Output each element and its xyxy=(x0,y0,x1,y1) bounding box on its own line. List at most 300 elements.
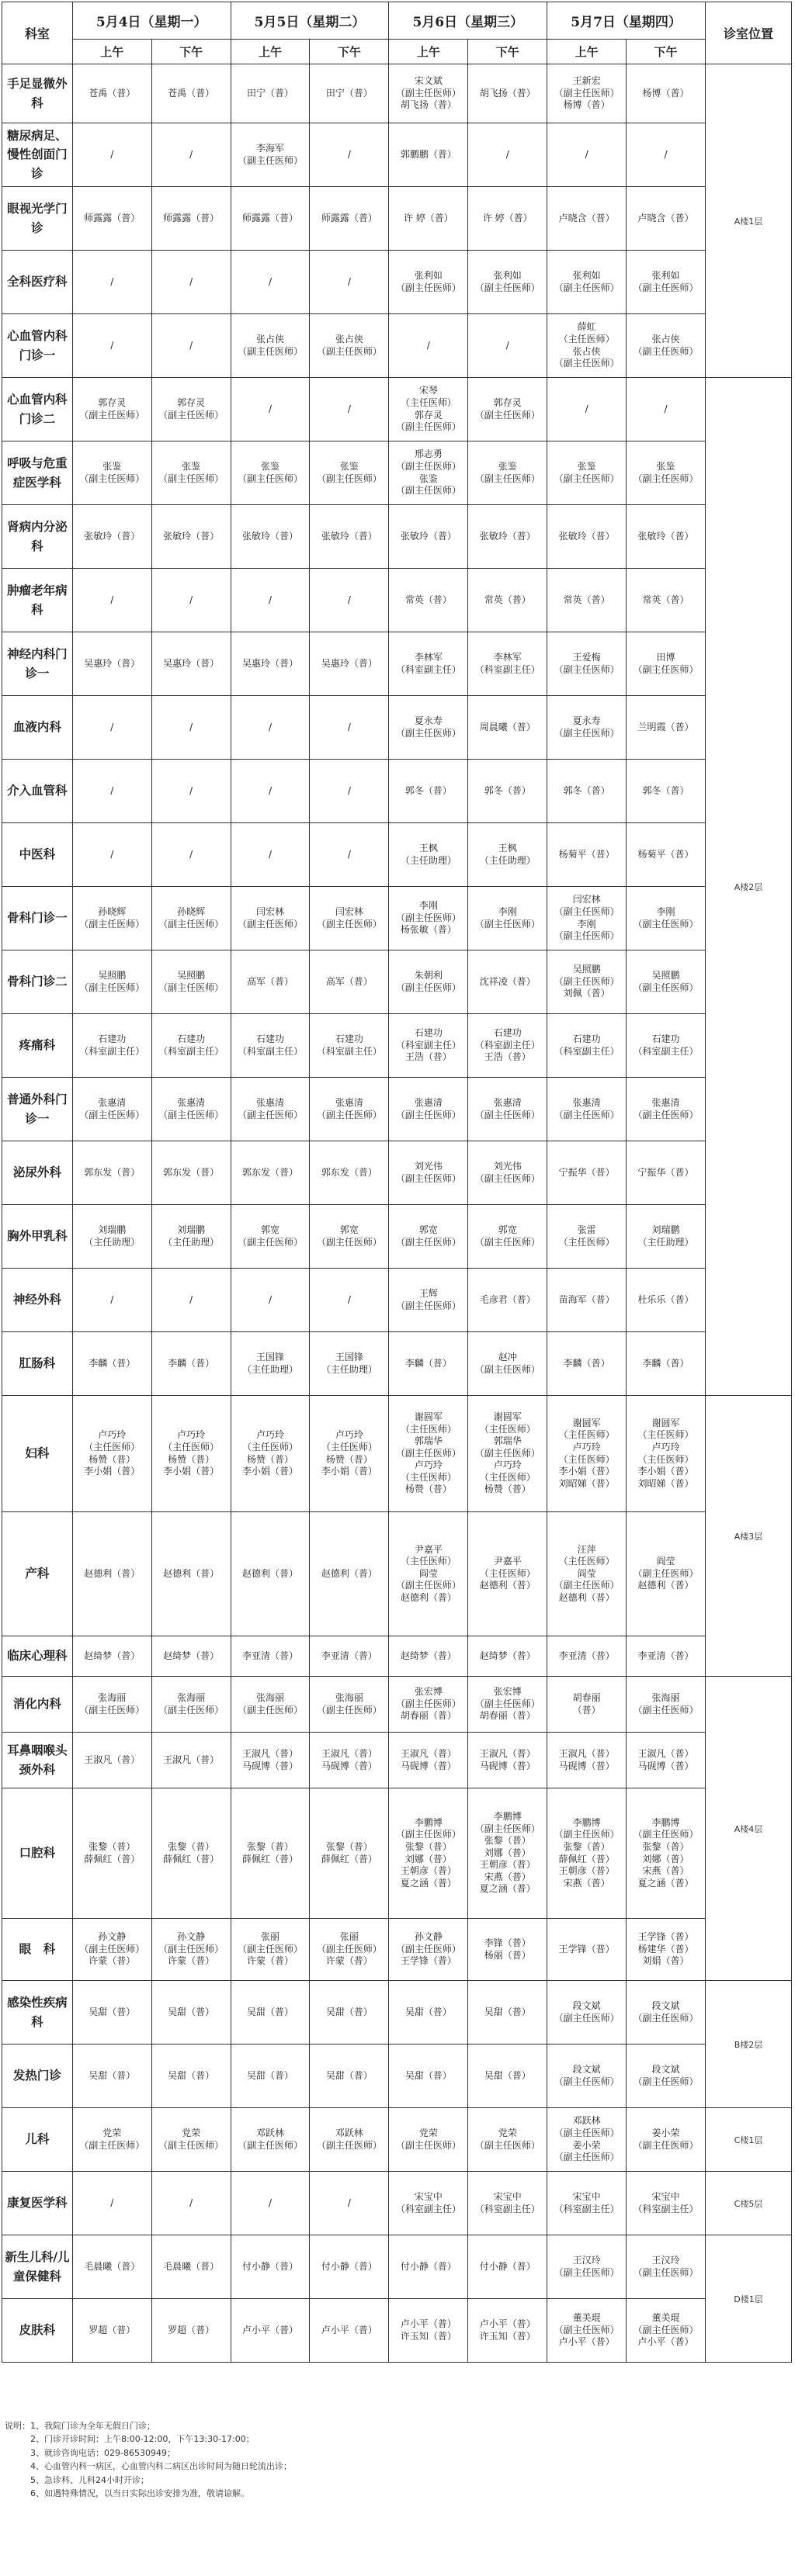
doctor-line: 王淑凡（普） xyxy=(479,1747,536,1759)
doctor-line: （主任医师） xyxy=(163,1441,220,1452)
doctor-cell xyxy=(468,1919,547,1981)
doctor-line: 党荣 xyxy=(182,2127,201,2138)
doctor-line: 王淑凡（普） xyxy=(321,1747,377,1759)
doctor-line: 赵德利（普） xyxy=(163,1567,220,1579)
doctor-line: 李刚 xyxy=(498,905,517,917)
doctor-line: （副主任医师） xyxy=(238,473,304,484)
slot-header-pm: 下午 xyxy=(627,40,706,64)
doctor-line: （科室副主任） xyxy=(554,1045,620,1057)
doctor-cell xyxy=(231,2235,310,2299)
doctor-cell xyxy=(468,251,547,314)
dept-name-cell: 血液内科 xyxy=(2,696,73,760)
doctor-cell xyxy=(547,505,627,569)
doctor-line: / xyxy=(585,403,588,414)
doctor-cell xyxy=(468,2045,547,2108)
doctor-cell xyxy=(231,1332,310,1396)
table-row xyxy=(2,314,792,378)
doctor-line: （科室副主任） xyxy=(474,2203,540,2214)
doctor-line: 王国锋 xyxy=(335,1351,363,1362)
doctor-line: （副主任医师） xyxy=(474,473,540,484)
doctor-line: / xyxy=(269,721,273,732)
doctor-cell xyxy=(547,950,627,1014)
doctor-cell xyxy=(389,760,468,823)
doctor-cell xyxy=(310,505,389,569)
doctor-line: 郭瑞华 xyxy=(493,1435,522,1447)
table-row xyxy=(2,441,792,505)
doctor-cell xyxy=(231,1269,310,1332)
doctor-line: （副主任医师） xyxy=(474,409,540,421)
doctor-cell xyxy=(468,123,547,187)
doctor-line: （主任医师） xyxy=(558,1556,615,1567)
doctor-line: （副主任医师） xyxy=(395,912,461,923)
dept-name-cell: 口腔科 xyxy=(2,1788,73,1919)
dept-name-cell: 心血管内科门诊二 xyxy=(2,378,73,441)
doctor-line: 王浩（普） xyxy=(484,1051,531,1063)
doctor-line: 张海丽 xyxy=(335,1691,363,1703)
doctor-line: 卢巧玲 xyxy=(651,1441,680,1452)
slot-header-am: 上午 xyxy=(547,40,627,64)
doctor-cell xyxy=(468,505,547,569)
doctor-line: / xyxy=(269,2197,273,2208)
doctor-cell xyxy=(310,441,389,505)
doctor-line: （主任医师） xyxy=(400,1556,457,1567)
doctor-cell xyxy=(151,64,231,123)
doctor-line: 李麟（普） xyxy=(563,1357,610,1369)
doctor-cell xyxy=(310,2172,389,2235)
doctor-cell xyxy=(72,314,151,378)
note-line: 6、如遇特殊情况，以当日实际出诊安排为准，敬请谅解。 xyxy=(5,2488,249,2498)
doctor-cell xyxy=(389,1919,468,1981)
doctor-line: （副主任医师） xyxy=(158,918,224,930)
doctor-cell xyxy=(72,950,151,1014)
doctor-line: 马砚博（普） xyxy=(479,1760,536,1771)
doctor-cell xyxy=(547,887,627,950)
doctor-line: / xyxy=(269,848,273,860)
doctor-cell xyxy=(151,1332,231,1396)
doctor-line: 毛彦君（普） xyxy=(479,1293,536,1305)
table-row xyxy=(2,1141,792,1205)
doctor-line: 张利如 xyxy=(572,269,601,281)
doctor-line: 宋燕（普） xyxy=(484,1871,531,1882)
doctor-line: （副主任医师） xyxy=(474,1172,540,1184)
day-header: 5月6日（星期三） xyxy=(389,2,547,40)
table-row xyxy=(2,1396,792,1512)
doctor-line: / xyxy=(664,403,668,414)
doctor-line: 张惠清 xyxy=(256,1096,285,1108)
doctor-line: （副主任医师） xyxy=(554,1829,620,1840)
doctor-line: 孙文静 xyxy=(414,1931,443,1943)
doctor-line: 胡春丽（普） xyxy=(400,1710,457,1722)
doctor-line: （主任医师） xyxy=(321,1441,377,1452)
doctor-line: 王辉 xyxy=(418,1287,438,1299)
doctor-line: 郭冬（普） xyxy=(563,784,610,796)
doctor-line: 石建功 xyxy=(177,1033,206,1044)
doctor-line: 王淑凡（普） xyxy=(400,1747,457,1759)
doctor-line: 苍禹（普） xyxy=(89,87,136,99)
doctor-cell xyxy=(389,187,468,251)
doctor-line: 石建功 xyxy=(414,1027,443,1039)
doctor-line: 吴甜（普） xyxy=(325,2069,373,2081)
doctor-cell xyxy=(627,1141,706,1205)
doctor-line: 孙晓辉 xyxy=(177,905,206,917)
doctor-line: 李麟（普） xyxy=(168,1357,215,1369)
doctor-line: 张海丽 xyxy=(256,1691,285,1703)
doctor-cell xyxy=(389,1078,468,1141)
doctor-cell xyxy=(627,887,706,950)
doctor-cell xyxy=(310,1078,389,1141)
doctor-line: （副主任医师） xyxy=(395,1943,461,1955)
doctor-line: 董美琨 xyxy=(651,2312,680,2324)
doctor-cell xyxy=(468,1014,547,1078)
doctor-line: 赵德利（普） xyxy=(242,1567,299,1579)
doctor-cell xyxy=(627,2235,706,2299)
doctor-line: （副主任医师） xyxy=(79,409,145,421)
doctor-line: / xyxy=(189,848,193,860)
note-line: 5、急诊科、儿科24小时开诊； xyxy=(5,2474,149,2485)
doctor-line: （副主任医师） xyxy=(554,2152,620,2163)
doctor-cell xyxy=(231,1677,310,1733)
doctor-line: （副主任医师） xyxy=(238,1109,304,1120)
doctor-line: 李麟（普） xyxy=(404,1357,452,1369)
doctor-line: 赵绮梦（普） xyxy=(163,1650,220,1661)
doctor-line: （主任助理） xyxy=(479,854,536,866)
doctor-line: （副主任医师） xyxy=(158,473,224,484)
dept-name-cell: 心血管内科门诊一 xyxy=(2,314,73,378)
doctor-cell xyxy=(310,251,389,314)
doctor-line: （主任医师） xyxy=(479,1423,536,1435)
doctor-line: 董美琨 xyxy=(572,2312,601,2324)
doctor-line: 汪萍 xyxy=(577,1543,596,1555)
doctor-cell xyxy=(547,1788,627,1919)
doctor-line: （副主任医师） xyxy=(554,663,620,675)
doctor-line: （副主任医师） xyxy=(395,1300,461,1311)
doctor-cell xyxy=(547,2235,627,2299)
doctor-cell xyxy=(627,378,706,441)
dept-name-cell: 肾病内分泌科 xyxy=(2,505,73,569)
doctor-cell xyxy=(72,2235,151,2299)
table-row xyxy=(2,887,792,950)
doctor-cell xyxy=(627,1733,706,1788)
doctor-cell xyxy=(72,1141,151,1205)
table-row xyxy=(2,1733,792,1788)
doctor-line: 李小娟（普） xyxy=(163,1466,220,1477)
dept-name-cell: 全科医疗科 xyxy=(2,251,73,314)
doctor-cell xyxy=(310,378,389,441)
doctor-line: 李亚清（普） xyxy=(321,1650,377,1661)
doctor-cell xyxy=(231,1788,310,1919)
dept-name-cell: 手足显微外科 xyxy=(2,64,73,123)
doctor-line: （副主任医师） xyxy=(395,1447,461,1459)
doctor-line: 王枫 xyxy=(498,842,517,853)
doctor-line: 高军（普） xyxy=(325,975,373,987)
doctor-line: （主任医师） xyxy=(242,1441,299,1452)
doctor-line: 张利如 xyxy=(414,269,443,281)
dept-name-cell: 感染性疾病科 xyxy=(2,1981,73,2045)
doctor-line: 李亚清（普） xyxy=(637,1650,694,1661)
doctor-line: （副主任医师） xyxy=(316,2139,382,2151)
table-row xyxy=(2,1788,792,1919)
doctor-line: 常英（普） xyxy=(642,594,689,605)
doctor-cell xyxy=(151,2045,231,2108)
doctor-line: / xyxy=(189,339,193,351)
doctor-line: 党荣 xyxy=(418,2127,438,2138)
doctor-line: （主任助理） xyxy=(400,854,457,866)
doctor-line: 许 婷（普） xyxy=(403,212,453,223)
doctor-line: 许玉知（普） xyxy=(400,2330,457,2342)
doctor-line: 杨博（普） xyxy=(563,99,610,111)
doctor-line: （副主任医师） xyxy=(395,727,461,739)
doctor-line: 卢巧玲 xyxy=(414,1459,443,1471)
doctor-cell xyxy=(547,1636,627,1677)
doctor-line: 郭冬（普） xyxy=(404,784,452,796)
location-cell: B楼2层 xyxy=(705,1981,791,2108)
doctor-cell xyxy=(231,696,310,760)
doctor-cell xyxy=(389,1205,468,1269)
doctor-cell xyxy=(72,2108,151,2172)
doctor-line: 付小静（普） xyxy=(242,2260,299,2272)
doctor-line: 赵德利（普） xyxy=(637,1580,694,1591)
doctor-line: 张占侠 xyxy=(651,333,680,345)
dept-name-cell: 介入血管科 xyxy=(2,760,73,823)
doctor-line: 刘昭娣（普） xyxy=(637,1477,694,1489)
doctor-cell xyxy=(389,2235,468,2299)
doctor-cell xyxy=(389,1396,468,1512)
doctor-cell xyxy=(310,1014,389,1078)
doctor-cell xyxy=(389,1014,468,1078)
note-line: 3、就诊咨询电话：029-86530949； xyxy=(5,2447,175,2458)
doctor-line: （副主任医师） xyxy=(554,727,620,739)
doctor-line: （副主任医师） xyxy=(554,2127,620,2138)
doctor-line: 张宏博 xyxy=(414,1686,443,1698)
doctor-line: 石建功 xyxy=(256,1033,285,1044)
dept-name-cell: 胸外甲乳科 xyxy=(2,1205,73,1269)
doctor-cell xyxy=(151,1919,231,1981)
doctor-line: （副主任医师） xyxy=(633,663,699,675)
doctor-cell xyxy=(72,378,151,441)
doctor-cell xyxy=(310,760,389,823)
doctor-line: 宁振华（普） xyxy=(558,1166,615,1178)
doctor-line: （副主任医师） xyxy=(633,918,699,930)
doctor-line: 吴甜（普） xyxy=(89,2069,136,2081)
doctor-line: 宋宝中 xyxy=(572,2190,601,2202)
doctor-line: 张惠清 xyxy=(177,1096,206,1108)
table-row xyxy=(2,823,792,887)
doctor-cell xyxy=(547,760,627,823)
doctor-cell xyxy=(231,378,310,441)
doctor-line: （科室副主任） xyxy=(474,663,540,675)
doctor-line: / xyxy=(189,1293,193,1305)
doctor-line: 李鹏博 xyxy=(414,1816,443,1828)
table-row xyxy=(2,1919,792,1981)
doctor-line: 赵德利（普） xyxy=(558,1591,615,1603)
doctor-line: 卢晓含（普） xyxy=(558,212,615,223)
doctor-line: 段文斌 xyxy=(572,2063,601,2075)
doctor-cell xyxy=(72,1014,151,1078)
doctor-cell xyxy=(627,187,706,251)
doctor-line: 郭东发（普） xyxy=(84,1166,141,1178)
doctor-line: （副主任医师） xyxy=(316,1236,382,1248)
doctor-line: 卢小平（普） xyxy=(242,2324,299,2335)
doctor-cell xyxy=(547,251,627,314)
doctor-cell xyxy=(151,696,231,760)
doctor-line: 宁振华（普） xyxy=(637,1166,694,1178)
doctor-line: 张黎（普） xyxy=(247,1840,294,1852)
doctor-line: （副主任医师） xyxy=(79,1704,145,1716)
doctor-line: 周晨曦（普） xyxy=(479,721,536,732)
doctor-cell xyxy=(72,1919,151,1981)
doctor-cell xyxy=(72,2045,151,2108)
doctor-cell xyxy=(627,823,706,887)
doctor-cell xyxy=(72,760,151,823)
doctor-line: 张利如 xyxy=(651,269,680,281)
doctor-cell xyxy=(389,1733,468,1788)
doctor-line: 许玉知（普） xyxy=(479,2330,536,2342)
doctor-cell xyxy=(468,1205,547,1269)
doctor-cell xyxy=(72,632,151,696)
doctor-line: （副主任医师） xyxy=(554,2266,620,2278)
doctor-cell xyxy=(468,2235,547,2299)
doctor-cell xyxy=(231,632,310,696)
doctor-line: 胡春丽（普） xyxy=(479,1710,536,1722)
doctor-line: 杜乐乐（普） xyxy=(637,1293,694,1305)
doctor-line: （副主任医师） xyxy=(554,473,620,484)
doctor-cell xyxy=(151,632,231,696)
doctor-cell xyxy=(627,1636,706,1677)
doctor-cell xyxy=(72,1269,151,1332)
doctor-line: 刘瑞鹏 xyxy=(177,1224,206,1235)
doctor-line: / xyxy=(505,339,509,351)
doctor-line: 张敏玲（普） xyxy=(321,530,377,542)
doctor-line: （副主任医师） xyxy=(79,918,145,930)
doctor-line: 郭宽 xyxy=(418,1224,438,1235)
doctor-line: 吴照鹏 xyxy=(98,969,127,981)
doctor-line: （副主任医师） xyxy=(79,2139,145,2151)
doctor-line: 马砚博（普） xyxy=(321,1760,377,1771)
doctor-line: / xyxy=(110,721,114,732)
doctor-line: 李林军 xyxy=(414,651,443,663)
doctor-line: 张丽 xyxy=(261,1931,280,1943)
doctor-cell xyxy=(310,887,389,950)
doctor-cell xyxy=(627,251,706,314)
doctor-line: 张海丽 xyxy=(98,1691,127,1703)
doctor-line: 孙文静 xyxy=(98,1931,127,1943)
table-row xyxy=(2,2172,792,2235)
table-row xyxy=(2,1205,792,1269)
doctor-cell xyxy=(627,950,706,1014)
doctor-line: 石建功 xyxy=(572,1033,601,1044)
doctor-line: （主任医师） xyxy=(479,1471,536,1483)
doctor-cell xyxy=(468,760,547,823)
doctor-cell xyxy=(468,696,547,760)
doctor-line: （主任助理） xyxy=(321,1363,377,1375)
doctor-cell xyxy=(627,123,706,187)
dept-name-cell: 临床心理科 xyxy=(2,1636,73,1677)
doctor-line: 王浩（普） xyxy=(404,1051,452,1063)
dept-name-cell: 妇科 xyxy=(2,1396,73,1512)
location-cell: A楼1层 xyxy=(705,64,791,378)
doctor-line: （科室副主任） xyxy=(395,2203,461,2214)
doctor-line: / xyxy=(110,148,114,160)
doctor-cell xyxy=(468,1636,547,1677)
dept-name-cell: 糖尿病足、慢性创面门诊 xyxy=(2,123,73,187)
doctor-cell xyxy=(310,950,389,1014)
doctor-line: 卢巧玲 xyxy=(335,1429,363,1441)
dept-name-cell: 儿科 xyxy=(2,2108,73,2172)
doctor-line: / xyxy=(189,721,193,732)
doctor-cell xyxy=(547,1512,627,1636)
doctor-line: 薛佩红（普） xyxy=(321,1853,377,1864)
doctor-cell xyxy=(310,696,389,760)
doctor-line: 许 婷（普） xyxy=(482,212,533,223)
doctor-cell xyxy=(627,1014,706,1078)
doctor-line: 夏之涵（普） xyxy=(479,1883,536,1895)
doctor-cell xyxy=(468,1733,547,1788)
doctor-cell xyxy=(151,2235,231,2299)
doctor-line: 张惠清 xyxy=(335,1096,363,1108)
doctor-line: （副主任医师） xyxy=(238,1704,304,1716)
doctor-line: 张黎（普） xyxy=(325,1840,373,1852)
doctor-line: 张敏玲（普） xyxy=(163,530,220,542)
doctor-line: 吴惠玲（普） xyxy=(84,657,141,669)
doctor-line: 郭存灵 xyxy=(177,396,206,408)
doctor-line: 石建功 xyxy=(98,1033,127,1044)
doctor-cell xyxy=(547,823,627,887)
doctor-line: （副主任医师） xyxy=(79,1943,145,1955)
doctor-line: 卢巧玲 xyxy=(177,1429,206,1441)
doctor-cell xyxy=(310,569,389,632)
doctor-line: （副主任医师） xyxy=(633,2266,699,2278)
doctor-line: 杨博（普） xyxy=(642,87,689,99)
doctor-cell xyxy=(151,950,231,1014)
schedule-body xyxy=(2,64,792,2363)
doctor-cell xyxy=(151,760,231,823)
doctor-line: / xyxy=(189,275,193,287)
doctor-cell xyxy=(310,187,389,251)
doctor-cell xyxy=(231,1512,310,1636)
doctor-cell xyxy=(231,1636,310,1677)
doctor-line: 兰明霞（普） xyxy=(637,721,694,732)
doctor-line: 王学锋（普） xyxy=(400,1955,457,1967)
doctor-cell xyxy=(231,950,310,1014)
table-row xyxy=(2,696,792,760)
doctor-cell xyxy=(627,1981,706,2045)
doctor-cell xyxy=(627,1788,706,1919)
doctor-line: 卢小平（普） xyxy=(479,2318,536,2329)
doctor-line: / xyxy=(110,275,114,287)
note-line: 4、心血管内科一病区，心血管内科二病区出诊时间为随日轮流出诊； xyxy=(5,2461,292,2472)
doctor-line: 李刚 xyxy=(418,900,438,912)
doctor-line: 王新宏 xyxy=(572,75,601,87)
doctor-line: 杨丽（普） xyxy=(484,1949,531,1961)
doctor-line: （科室副主任） xyxy=(238,1045,304,1057)
doctor-line: 张惠清 xyxy=(572,1096,601,1108)
doctor-line: 夏之涵（普） xyxy=(637,1877,694,1889)
doctor-cell xyxy=(547,123,627,187)
doctor-line: 王汉玲 xyxy=(651,2254,680,2266)
doctor-line: 张鉴 xyxy=(498,460,517,472)
doctor-line: 王朝彦（普） xyxy=(479,1859,536,1871)
doctor-cell xyxy=(389,887,468,950)
doctor-line: 邢志勇 xyxy=(414,448,443,460)
doctor-line: 吴甜（普） xyxy=(168,2006,215,2017)
doctor-line: 石建功 xyxy=(651,1033,680,1044)
doctor-line: （主任医师） xyxy=(637,1429,694,1441)
doctor-line: 卢小平（普） xyxy=(637,2336,694,2348)
doctor-cell xyxy=(468,1512,547,1636)
doctor-line: （副主任医师） xyxy=(316,473,382,484)
doctor-cell xyxy=(389,1677,468,1733)
doctor-line: （副主任医师） xyxy=(158,1109,224,1120)
